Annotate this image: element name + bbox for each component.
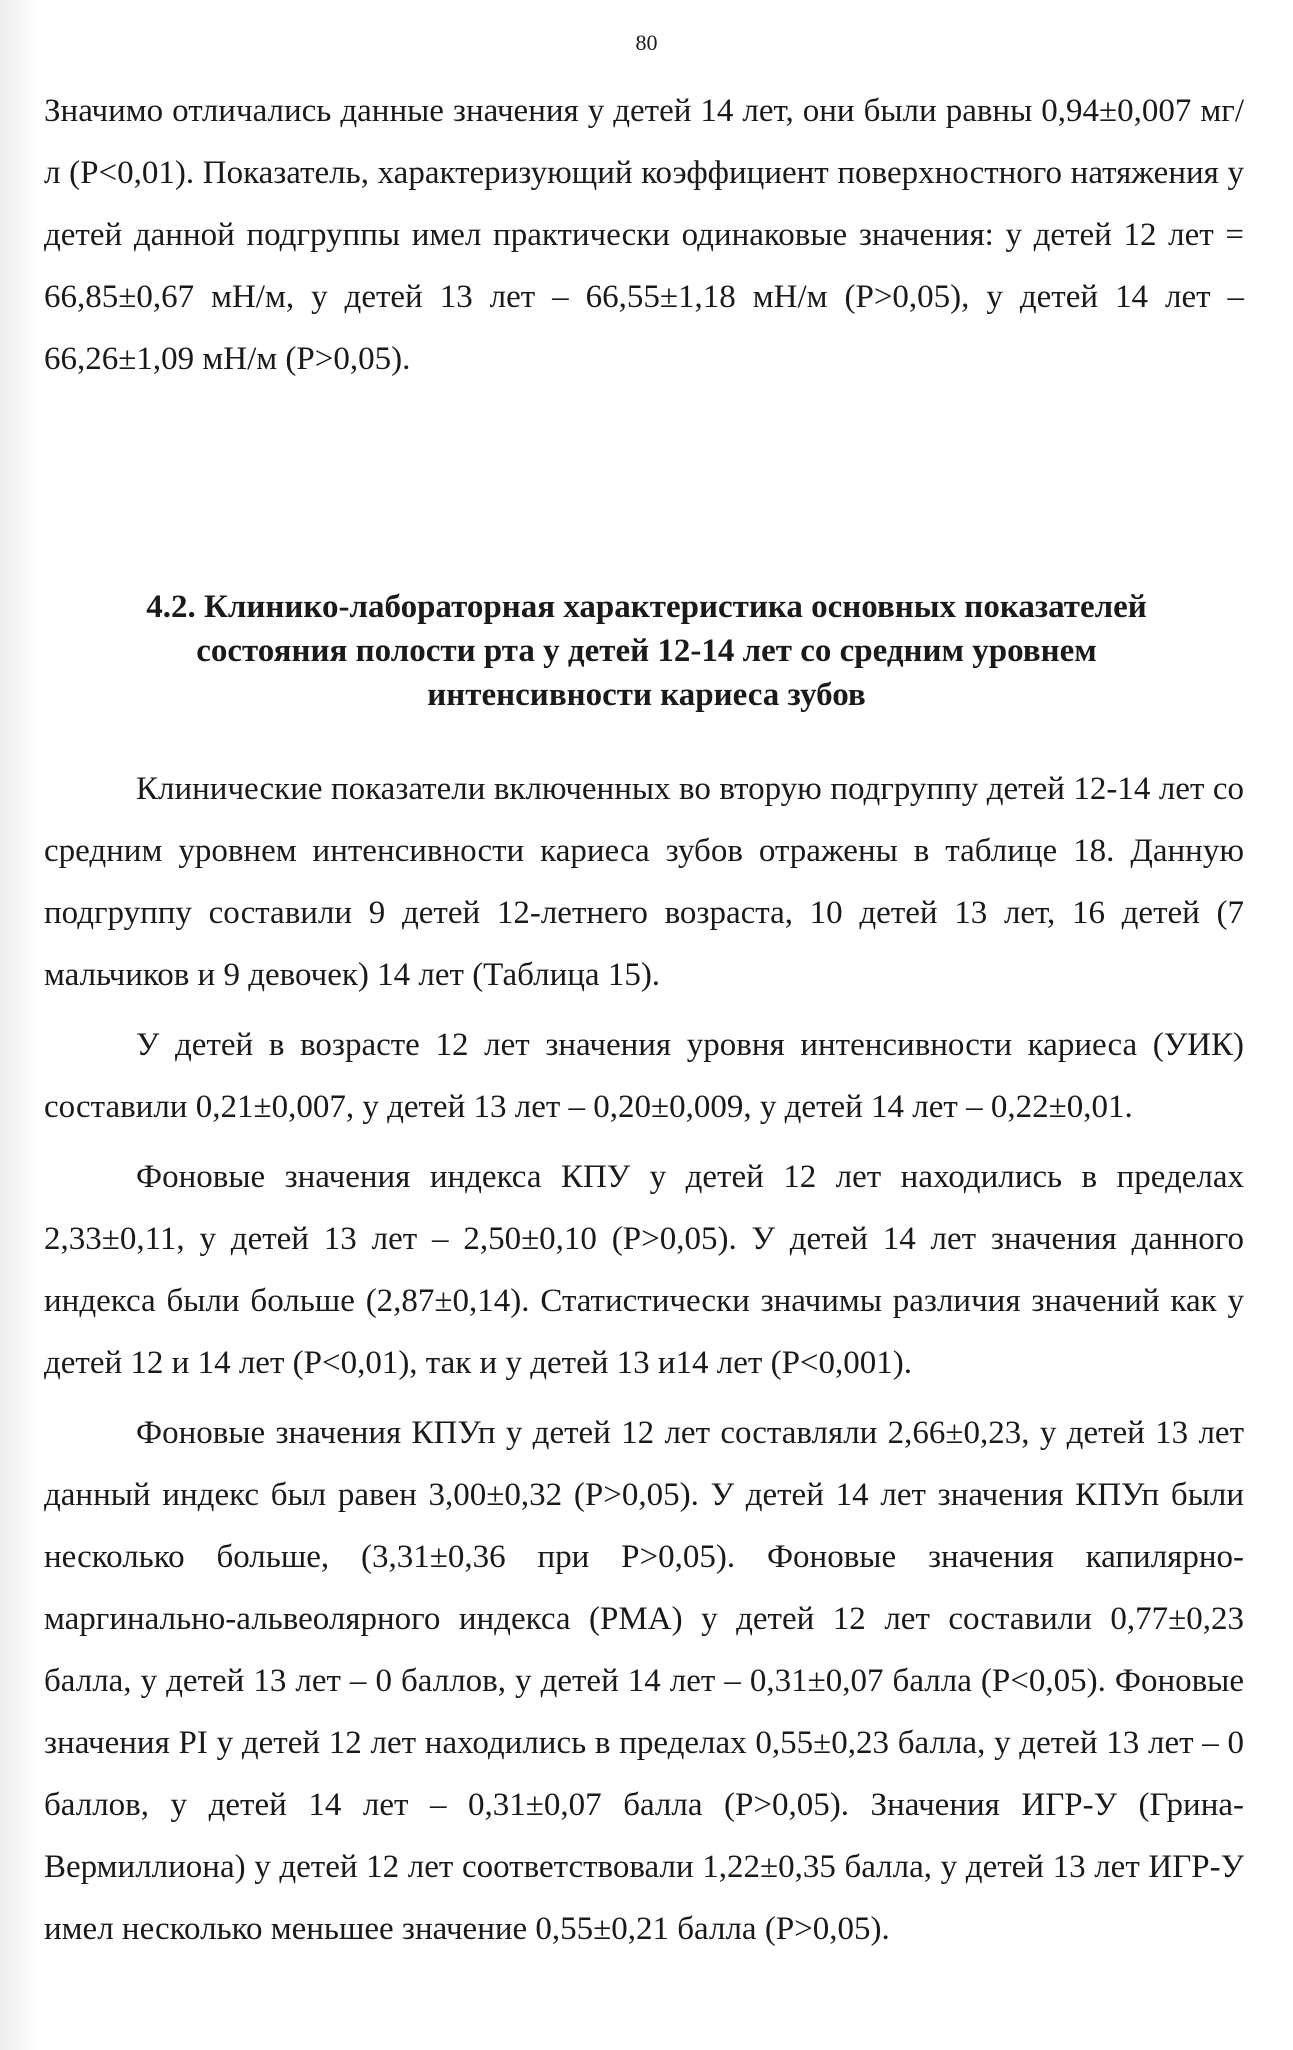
section-heading-line: интенсивности кариеса зубов xyxy=(427,677,866,713)
body-text xyxy=(44,758,1244,1960)
section-heading-line: 4.2. Клинико-лабораторная характеристика основных показателей xyxy=(146,589,1147,625)
body-paragraph: Фоновые значения КПУп у детей 12 лет составляли 2,66±0,23, у детей 13 лет данный индекс был равен 3,00±0,32 (P>0,05). У детей 14 лет значения КПУп были несколько больше, (3,31±0,36 при P>0,05). Фоновые значения капилярно-маргинально-альвеолярного индекса (РМА) у детей 12 лет составили 0,77±0,23 балла, у детей 13 лет – 0 баллов, у детей 14 лет – 0,31±0,07 балла (P<0,05). Фоновые значения PI у детей 12 лет находились в пределах 0,55±0,23 балла, у детей 13 лет – 0 баллов, у детей 14 лет – 0,31±0,07 балла (P>0,05). Значения ИГР-У (Грина-Вермиллиона) у детей 12 лет соответствовали 1,22±0,35 балла, у детей 13 лет ИГР-У имел несколько меньшее значение 0,55±0,21 балла (P>0,05). xyxy=(44,1415,1244,1947)
page-number: 80 xyxy=(635,30,658,55)
section-heading xyxy=(60,585,1233,717)
body-paragraph: Фоновые значения индекса КПУ у детей 12 лет находились в пределах 2,33±0,11, у детей 13 лет – 2,50±0,10 (P>0,05). У детей 14 лет значения данного индекса были больше (2,87±0,14). Статистически значимы различия значений как у детей 12 и 14 лет (P<0,01), так и у детей 13 и14 лет (P<0,001). xyxy=(44,1159,1244,1381)
body-paragraph: У детей в возрасте 12 лет значения уровня интенсивности кариеса (УИК) составили 0,21±0,007, у детей 13 лет – 0,20±0,009, у детей 14 лет – 0,22±0,01. xyxy=(44,1027,1244,1125)
intro-paragraph: Значимо отличались данные значения у детей 14 лет, они были равны 0,94±0,007 мг/л (P<0,01). Показатель, характеризующий коэффициент поверхностного натяжения у детей данной подгруппы имел практически одинаковые значения: у детей 12 лет = 66,85±0,67 мН/м, у детей 13 лет – 66,55±1,18 мН/м (P>0,05), у детей 14 лет – 66,26±1,09 мН/м (P>0,05). xyxy=(44,93,1244,377)
section-heading-line: состояния полости рта у детей 12-14 лет со средним уровнем xyxy=(196,633,1097,669)
intro-text xyxy=(44,80,1244,390)
body-paragraph: Клинические показатели включенных во вторую подгруппу детей 12-14 лет со средним уровнем интенсивности кариеса зубов отражены в таблице 18. Данную подгруппу составили 9 детей 12-летнего возраста, 10 детей 13 лет, 16 детей (7 мальчиков и 9 девочек) 14 лет (Таблица 15). xyxy=(44,771,1244,993)
